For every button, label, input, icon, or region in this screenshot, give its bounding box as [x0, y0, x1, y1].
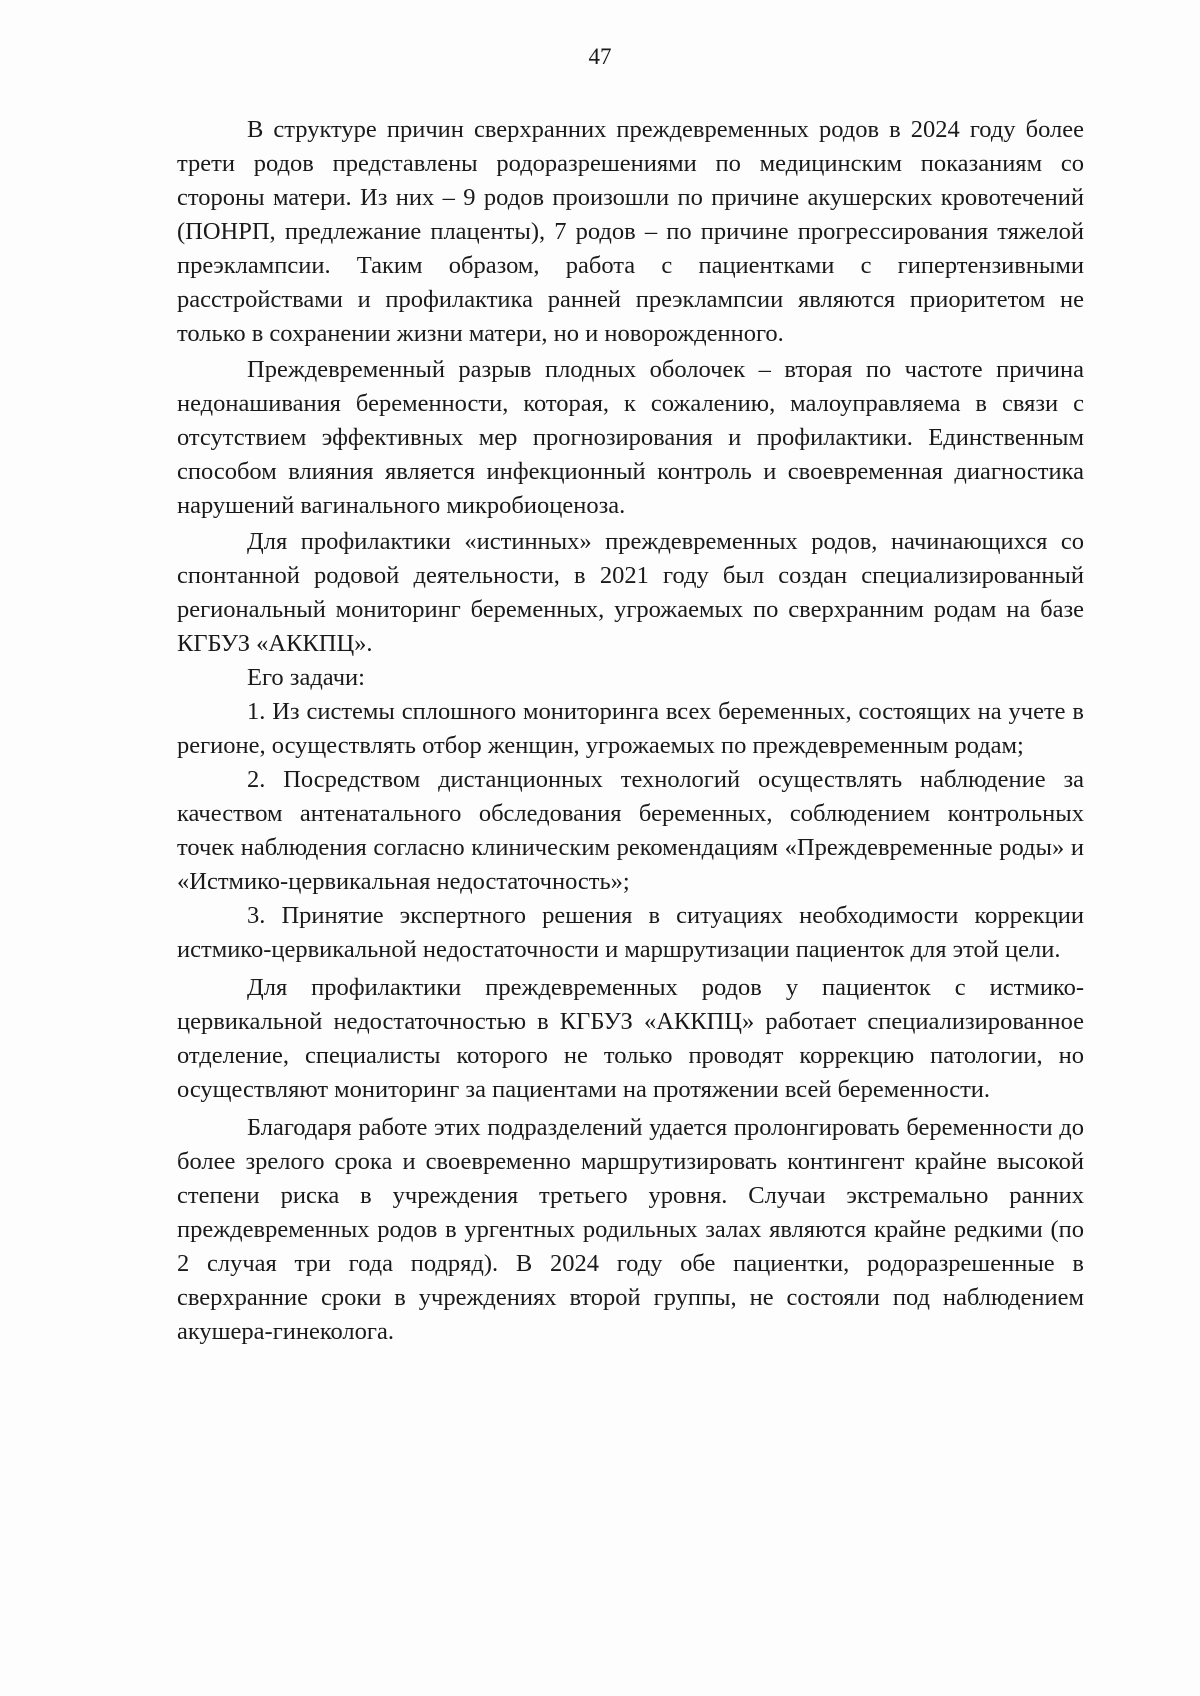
list-item-task-2: 2. Посредством дистанционных технологий осуществлять наблюдение за качеством антенатального обследования беременных, соблюдением контрольных точек наблюдения согласно клиническим рекомендациям «Преждевременные роды» и «Истмико-цервикальная недостаточность»;	[177, 766, 1084, 895]
paragraph-outcomes: Благодаря работе этих подразделений удается пролонгировать беременности до более зрелого срока и своевременно маршрутизировать контингент крайне высокой степени риска в учреждения третьего уровня. Случаи экстремально ранних преждевременных родов в ургентных родильных залах являются крайне редкими (по 2 случая три года подряд). В 2024 году обе пациентки, родоразрешенные в сверхранние сроки в учреждениях второй группы, не состояли под наблюдением акушера-гинеколога.	[177, 1114, 1084, 1345]
list-item-task-1: 1. Из системы сплошного мониторинга всех беременных, состоящих на учете в регионе, осуществлять отбор женщин, угрожаемых по преждевременным родам;	[177, 698, 1084, 759]
list-item-task-3: 3. Принятие экспертного решения в ситуациях необходимости коррекции истмико-цервикальной недостаточности и маршрутизации пациенток для этой цели.	[177, 902, 1084, 963]
document-body	[177, 113, 1084, 1349]
paragraph-membrane-rupture: Преждевременный разрыв плодных оболочек – вторая по частоте причина недонашивания беременности, которая, к сожалению, малоуправляема в связи с отсутствием эффективных мер прогнозирования и профилактики. Единственным способом влияния является инфекционный контроль и своевременная диагностика нарушений вагинального микробиоценоза.	[177, 356, 1084, 519]
paragraph-regional-monitoring: Для профилактики «истинных» преждевременных родов, начинающихся со спонтанной родовой деятельности, в 2021 году был создан специализированный региональный мониторинг беременных, угрожаемых по сверхранним родам на базе КГБУЗ «АККПЦ».	[177, 528, 1084, 657]
paragraph-preterm-causes: В структуре причин сверхранних преждевременных родов в 2024 году более трети родов представлены родоразрешениями по медицинским показаниям со стороны матери. Из них – 9 родов произошли по причине акушерских кровотечений (ПОНРП, предлежание плаценты), 7 родов – по причине прогрессирования тяжелой преэклампсии. Таким образом, работа с пациентками с гипертензивными расстройствами и профилактика ранней преэклампсии являются приоритетом не только в сохранении жизни матери, но и новорожденного.	[177, 116, 1084, 347]
paragraph-specialized-department: Для профилактики преждевременных родов у пациенток с истмико-цервикальной недостаточностью в КГБУЗ «АККПЦ» работает специализированное отделение, специалисты которого не только проводят коррекцию патологии, но осуществляют мониторинг за пациентами на протяжении всей беременности.	[177, 974, 1084, 1103]
paragraph-tasks-heading: Его задачи:	[247, 664, 365, 691]
page-number: 47	[588, 44, 612, 69]
